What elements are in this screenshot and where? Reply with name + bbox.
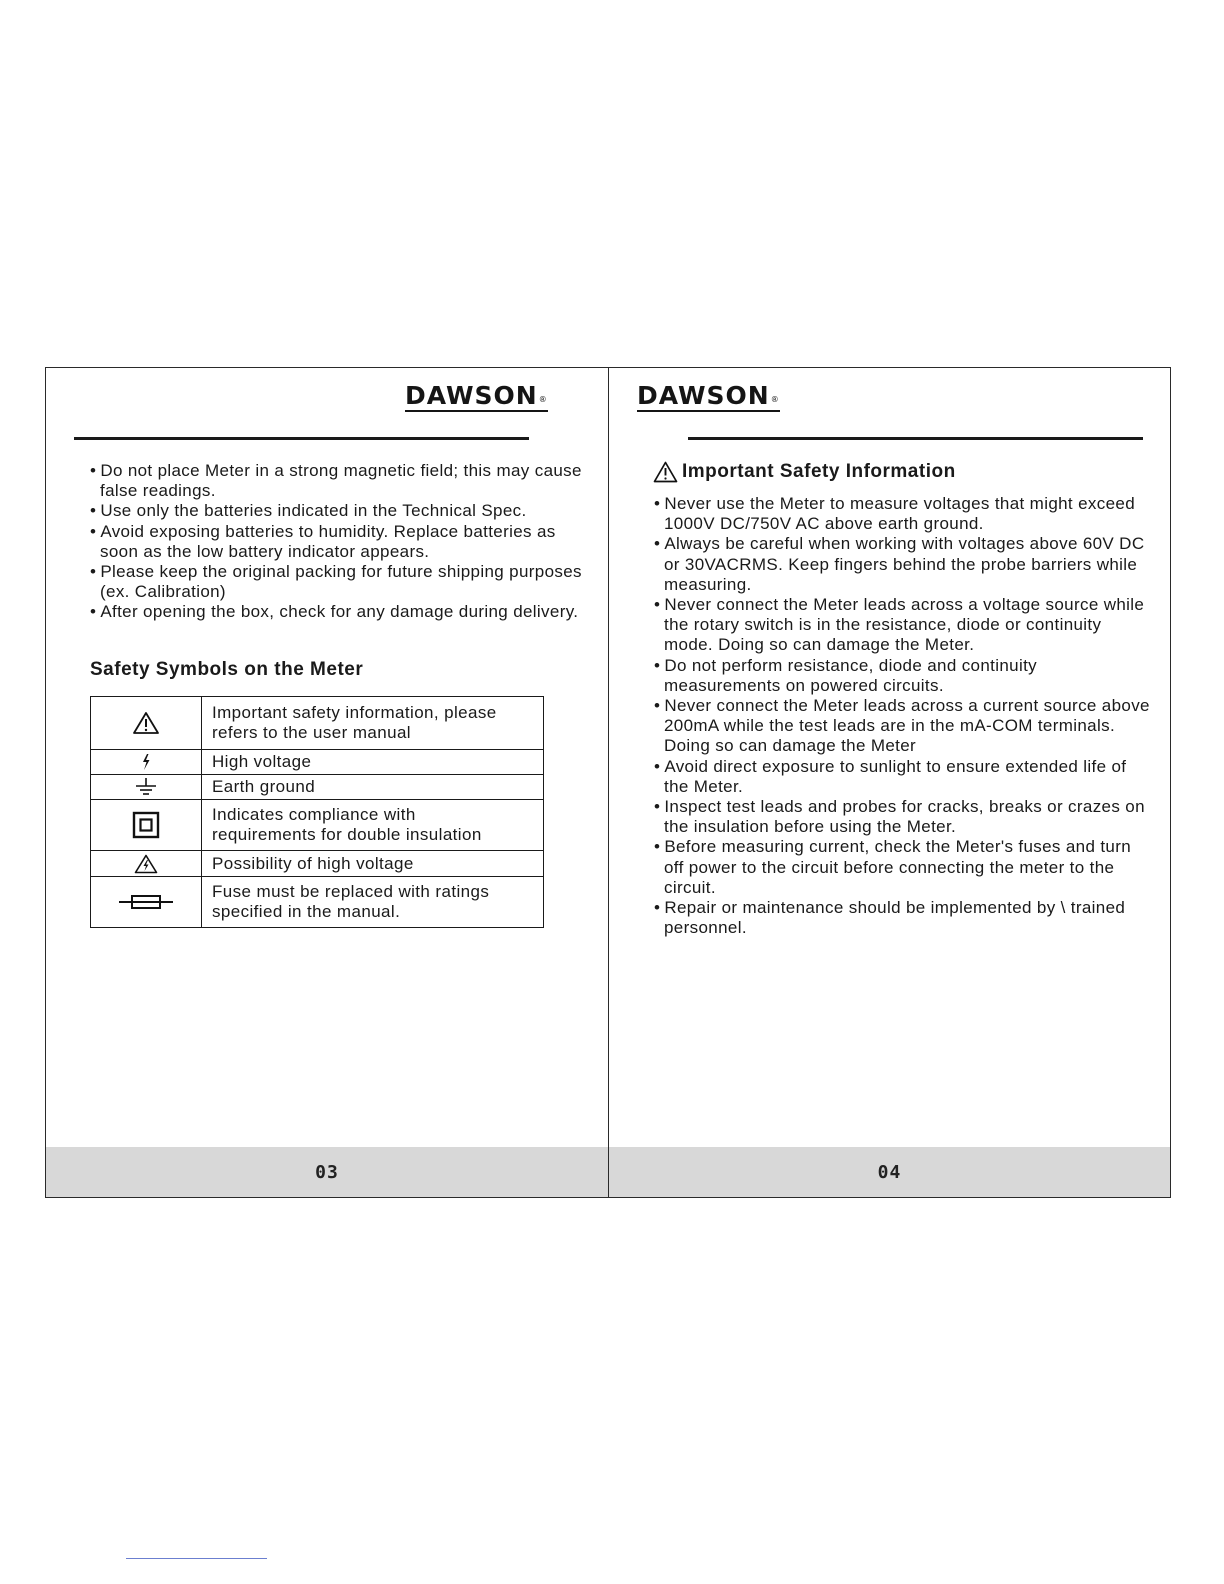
- scan-artifact-line: [126, 1558, 267, 1559]
- dawson-logo: DAWSON®: [637, 381, 780, 410]
- symbol-description: refers to the user manual: [212, 723, 411, 742]
- table-row: [91, 800, 544, 851]
- table-row: [91, 851, 544, 877]
- list-item: • Never connect the Meter leads across a current source above 200mA while the test leads are in the mA-COM terminals. Doing so can damage the Meter: [654, 696, 1154, 757]
- table-row: [91, 877, 544, 928]
- dawson-logo: DAWSON®: [405, 381, 548, 410]
- list-item: • Do not place Meter in a strong magnetic field; this may cause false readings.: [90, 461, 590, 501]
- precautions-list: [90, 461, 590, 623]
- table-row: [91, 775, 544, 800]
- list-item: • Never connect the Meter leads across a voltage source while the rotary switch is in the resistance, diode or continuity mode. Doing so can damage the Meter.: [654, 595, 1154, 656]
- page-footer: [609, 1147, 1170, 1197]
- lightning-icon: [141, 754, 151, 770]
- table-row: [91, 750, 544, 775]
- page-03: [46, 368, 609, 1197]
- section-title-text: Important Safety Information: [682, 461, 956, 482]
- safety-info-list: [654, 494, 1154, 938]
- page-04: [609, 368, 1170, 1197]
- manual-spread: [45, 367, 1171, 1198]
- warning-triangle-icon: [653, 461, 678, 483]
- symbol-description: specified in the manual.: [212, 902, 401, 921]
- table-row: [91, 697, 544, 750]
- safety-symbols-heading: Safety Symbols on the Meter: [90, 659, 364, 680]
- list-item: • Avoid direct exposure to sunlight to ensure extended life of the Meter.: [654, 757, 1154, 797]
- list-item: • Always be careful when working with voltages above 60V DC or 30VACRMS. Keep fingers behind the probe barriers while measuring.: [654, 534, 1154, 595]
- list-item: • Do not perform resistance, diode and continuity measurements on powered circuits.: [654, 656, 1154, 696]
- header-rule: [74, 437, 529, 440]
- symbol-description: High voltage: [212, 752, 312, 771]
- list-item: • Never use the Meter to measure voltages that might exceed 1000V DC/750V AC above earth ground.: [654, 494, 1154, 534]
- symbol-description: Fuse must be replaced with ratings: [212, 882, 490, 901]
- page-number: 03: [315, 1161, 339, 1183]
- symbol-description: Indicates compliance with: [212, 805, 416, 824]
- list-item: • Before measuring current, check the Meter's fuses and turn off power to the circuit before connecting the meter to the circuit.: [654, 837, 1154, 898]
- list-item: • Repair or maintenance should be implemented by \ trained personnel.: [654, 898, 1154, 938]
- high-voltage-triangle-icon: [134, 854, 158, 874]
- warning-triangle-icon: [132, 711, 160, 735]
- list-item: • Avoid exposing batteries to humidity. Replace batteries as soon as the low battery indicator appears.: [90, 522, 590, 562]
- list-item: • Please keep the original packing for future shipping purposes (ex. Calibration): [90, 562, 590, 602]
- earth-ground-icon: [134, 778, 158, 796]
- important-safety-heading: [653, 461, 956, 483]
- symbol-description: Earth ground: [212, 777, 316, 796]
- page-footer: [46, 1147, 608, 1197]
- list-item: • After opening the box, check for any damage during delivery.: [90, 602, 590, 622]
- header-rule: [688, 437, 1143, 440]
- symbol-description: requirements for double insulation: [212, 825, 482, 844]
- symbol-description: Important safety information, please: [212, 703, 497, 722]
- list-item: • Inspect test leads and probes for cracks, breaks or crazes on the insulation before using the Meter.: [654, 797, 1154, 837]
- list-item: • Use only the batteries indicated in the Technical Spec.: [90, 501, 590, 521]
- double-insulation-icon: [132, 811, 160, 839]
- safety-symbols-table: [90, 696, 544, 928]
- page-number: 04: [877, 1161, 902, 1183]
- symbol-description: Possibility of high voltage: [212, 853, 414, 873]
- fuse-icon: [119, 892, 173, 912]
